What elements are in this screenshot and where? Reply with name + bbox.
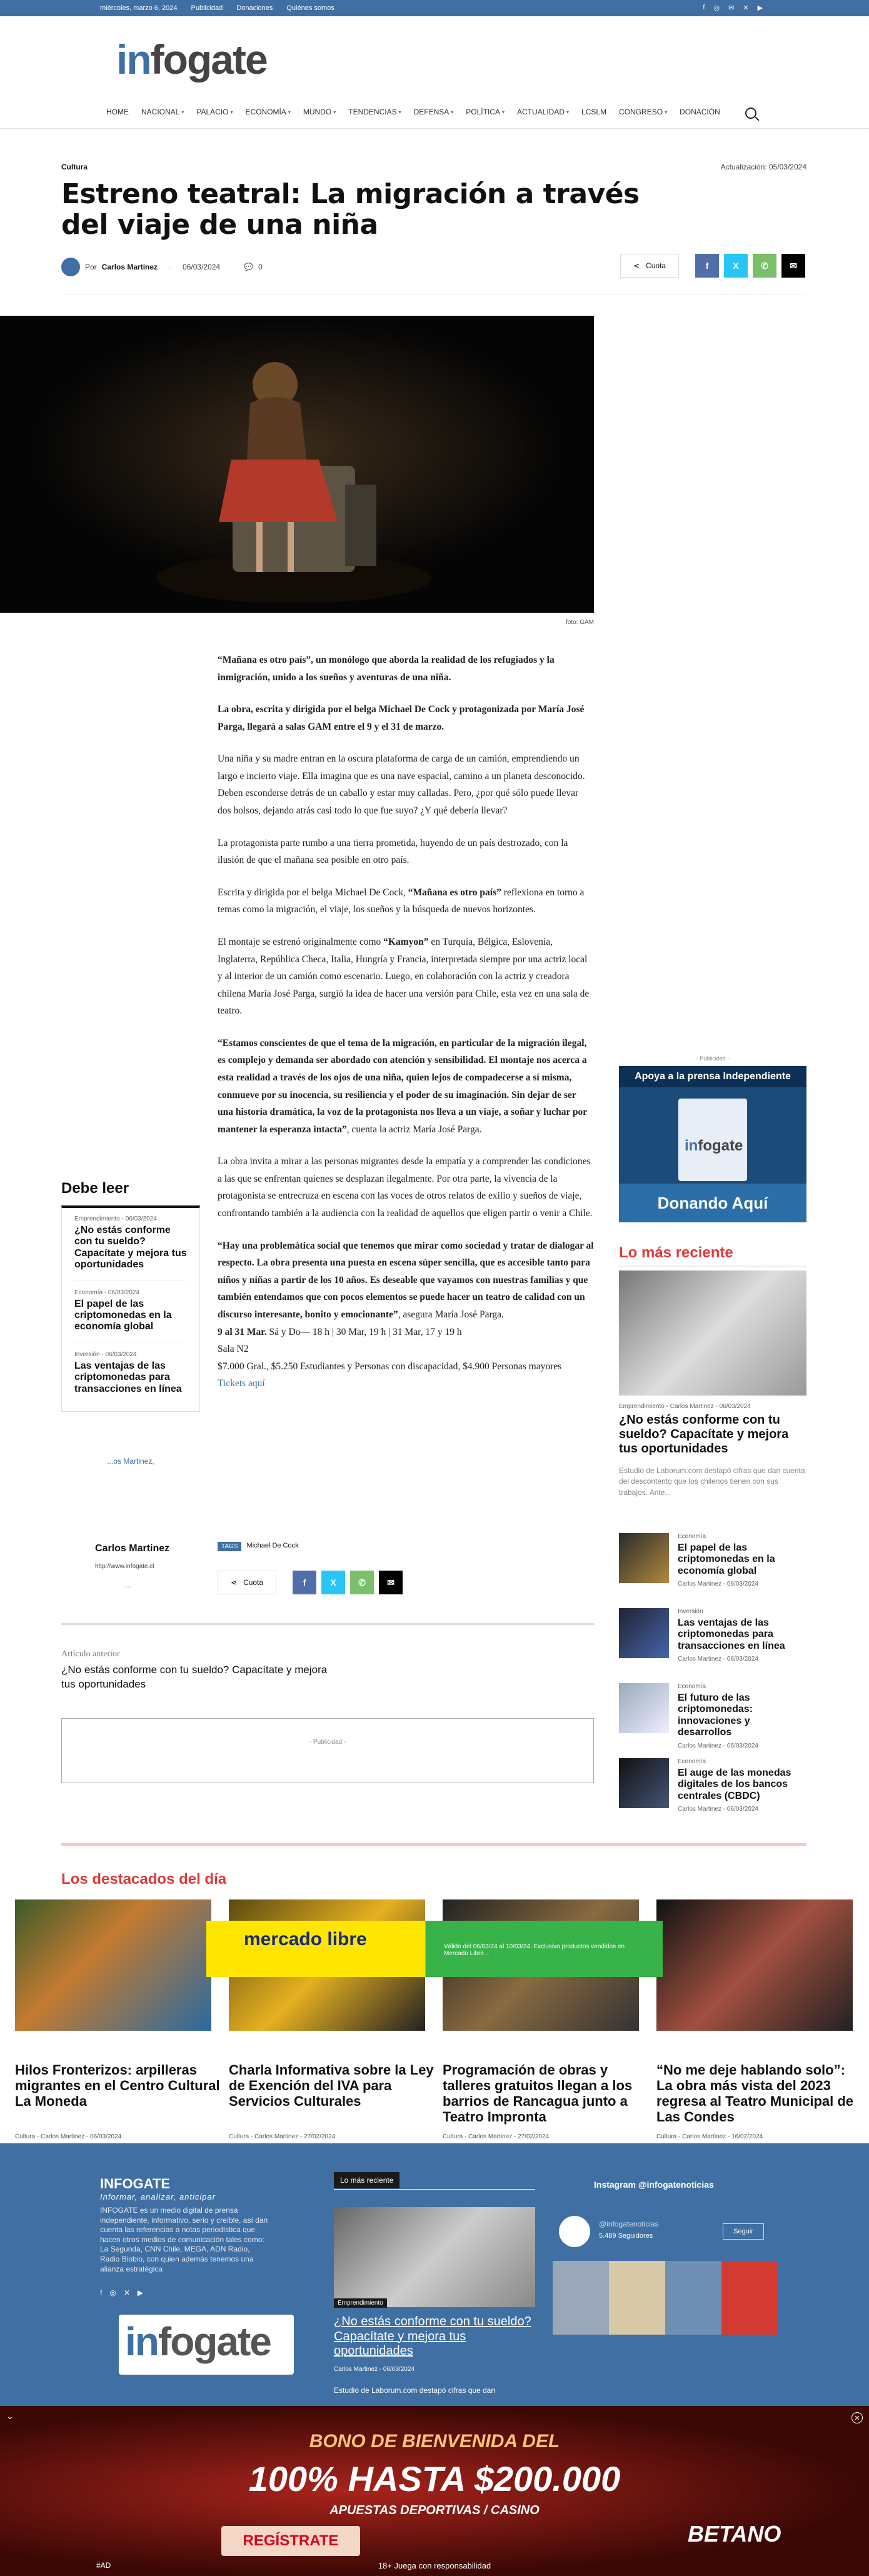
article-title: Estreno teatral: La migración a través del viaje de una niña [61, 178, 640, 241]
tickets-link[interactable]: Tickets aquí [218, 1378, 265, 1389]
debe-leer-title: Debe leer [61, 1180, 129, 1197]
lmr-main-image[interactable] [619, 1270, 806, 1396]
instagram-profile [553, 2210, 778, 2247]
featured-card-headline[interactable]: Hilos Fronterizos: arpilleras migrantes en el Centro Cultural La Moneda [15, 2062, 220, 2110]
facebook-icon[interactable]: f [100, 2288, 103, 2297]
instagram-icon[interactable]: ◎ [109, 2288, 116, 2297]
author-name[interactable]: Carlos Martinez [101, 263, 158, 271]
sidebar-ad-label: - Publicidad - [696, 1055, 730, 1062]
debe-leer-item[interactable]: Emprendimiento - 06/03/2024 ¿No estás conforme con tu sueldo? Capacítate y mejora tus oportunidades [74, 1215, 187, 1270]
paragraph-2: La obra, escrita y dirigida por el belga Michael De Cock y protagonizada por María José Parga, llegará a salas GAM entre el 9 y el 31 de marzo. [218, 704, 585, 732]
footer-tagline: Informar, analizar, anticipar [100, 2192, 216, 2201]
show-prices: $7.000 Gral., $5.250 Estudiantes y Personas con discapacidad, $4.900 Personas mayores [218, 1361, 562, 1372]
post-divider [61, 1623, 594, 1625]
lmr-item[interactable]: Inversión Las ventajas de las criptomonedas para transacciones en línea Carlos Martinez - 06/03/2024 [619, 1608, 806, 1664]
share-x-button[interactable]: X [321, 1571, 345, 1594]
nav-item-palacio[interactable]: PALACIO ▾ [196, 108, 233, 116]
featured-card-image[interactable] [15, 1899, 211, 2053]
updated-date: Actualización: 05/03/2024 [720, 163, 806, 171]
share-whatsapp-button[interactable]: ✆ [753, 254, 776, 278]
chevron-down-icon: ▾ [333, 109, 336, 115]
search-icon[interactable] [745, 108, 756, 119]
footer-description: INFOGATE es un medio digital de prensa independiente, informativo, serio y creíble, así dan cuenta las referencias a notas periodística que hacen otros medios de comunicación tales como: La Segunda, CNN Chile, MEGA, ADN Radio, Radio Biobio, con quien además tenemos una alianza estratégica [100, 2206, 268, 2273]
main-nav [106, 108, 720, 116]
instagram-follow-button[interactable]: Seguir [723, 2223, 764, 2240]
paragraph-5: Escrita y dirigida por el belga Michael De Cock, “Mañana es otro país” reflexiona en torno a temas como la migración, el viaje, los sueños y la búsqueda de nuevos horizontes. [218, 887, 585, 915]
instagram-post[interactable] [665, 2261, 721, 2335]
share-facebook-button[interactable]: f [293, 1571, 316, 1594]
featured-card-meta: Cultura - Carlos Martinez - 16/02/2024 [656, 2133, 763, 2140]
author-more: ... [125, 1581, 132, 1589]
article-body [218, 652, 594, 1392]
featured-card-image[interactable] [656, 1899, 853, 2053]
nav-item-home[interactable]: HOME [106, 108, 129, 116]
nav-item-actualidad[interactable]: ACTUALIDAD ▾ [517, 108, 570, 116]
x-icon[interactable]: ✕ [123, 2288, 130, 2297]
chevron-down-icon: ▾ [451, 109, 454, 115]
share-bar-top [620, 254, 805, 278]
lead-paragraph: “Mañana es otro país”, un monólogo que aborda la realidad de los refugiados y la inmigración, unido a los sueños y aventuras de una niña. [218, 655, 555, 683]
topbar-link-publicidad[interactable]: Publicidad [191, 4, 223, 12]
share-email-button[interactable]: ✉ [781, 254, 805, 278]
legal-text: 18+ Juega con responsabilidad [378, 2561, 491, 2570]
share-icon: ⋖ [633, 261, 640, 270]
lmr-main-meta: Emprendimiento - Carlos Martinez - 06/03/2024 [619, 1403, 751, 1410]
paragraph-6: El montaje se estrenó originalmente como “Kamyon” en Turquía, Bélgica, Eslovenia, Inglaterra, República Checa, Italia, Hungría y Francia, interpretada siempre por una actriz local y al interior de un camión como escenario. Luego, en colaboración con la actriz y creadora chilena María José Parga, surgió la idea de hacer una versión para Chile, esta vez en una sala de teatro. [218, 936, 590, 1017]
nav-item-tendencias[interactable]: TENDENCIAS ▾ [348, 108, 401, 116]
tags-label: TAGS [218, 1542, 241, 1551]
footer-lmr-image[interactable] [334, 2207, 535, 2307]
debe-leer-box [61, 1205, 200, 1412]
instagram-title: Instagram @infogatenoticias [594, 2180, 714, 2190]
debe-leer-item[interactable]: Inversión - 06/03/2024 Las ventajas de las criptomonedas para transacciones en línea [74, 1351, 182, 1394]
lmr-main-headline[interactable]: ¿No estás conforme con tu sueldo? Capacítate y mejora tus oportunidades [619, 1413, 789, 1456]
instagram-handle[interactable]: @infogatenoticias [599, 2220, 659, 2228]
nav-item-defensa[interactable]: DEFENSA ▾ [413, 108, 454, 116]
comment-count[interactable]: 0 [258, 263, 263, 271]
comment-icon[interactable]: 💬 [244, 263, 254, 271]
lmr-item[interactable]: Economía El papel de las criptomonedas en la economía global Carlos Martinez - 06/03/2024 [619, 1533, 806, 1589]
share-x-button[interactable]: X [724, 254, 748, 278]
share-button[interactable]: ⋖ Cuota [620, 254, 679, 278]
show-room: Sala N2 [218, 1344, 249, 1355]
nav-item-nacional[interactable]: NACIONAL ▾ [141, 108, 184, 116]
instagram-followers: 5.489 Seguidores [599, 2232, 653, 2240]
footer-lmr-divider [334, 2189, 535, 2190]
share-button-bottom[interactable]: ⋖ Cuota [218, 1571, 276, 1594]
share-icon: ⋖ [231, 1578, 238, 1587]
article-category[interactable]: Cultura [61, 163, 88, 171]
inline-ad[interactable]: - Publicidad - [61, 1718, 594, 1783]
nav-item-congreso[interactable]: CONGRESO ▾ [619, 108, 668, 116]
author-box-name[interactable]: Carlos Martinez [95, 1543, 170, 1554]
youtube-icon[interactable]: ▶ [757, 4, 763, 12]
debe-leer-more[interactable]: ...os Martinez, [107, 1457, 154, 1466]
current-date: miércoles, marzo 6, 2024 [100, 4, 178, 12]
tag-link[interactable]: Michael De Cock [246, 1542, 299, 1549]
mercadolibre-ad[interactable]: mercado libre Válido del 06/03/24 al 10/03/24. Exclusivo productos vendidos en Mercado Libre... [206, 1921, 663, 1977]
share-whatsapp-button[interactable]: ✆ [350, 1571, 374, 1594]
paragraph-7: “Estamos conscientes de que el tema de la migración, en particular de la migración ilegal, es complejo y demanda ser abordado con atención y sensibilidad. El montaje nos acerca a esta realidad a través de los ojos de una niña, quien lejos de compadecerse a sí misma, conmueve por su inocencia, su resiliencia y el poder de su imaginación. Sin dejar de ser una historia dramática, la voz de la protagonista nos lleva a un viaje, a soñar y luchar por mantener la esperanza intacta”, cuenta la actriz María José Parga. [218, 1037, 587, 1135]
featured-card-meta: Cultura - Carlos Martinez - 06/03/2024 [15, 2133, 122, 2140]
paragraph-8: La obra invita a mirar a las personas migrantes desde la empatía y a comprender las condiciones a las que se enfrentan quienes se desplazan ilegalmente. Por otra parte, la vivencia de la protagonista se entrecruza en escena con las voces de otros relatos de exilio y sueños de viaje, confrontando también a la audiencia con la realidad de aquellos que eligen partir o venir a Chile. [218, 1156, 593, 1219]
footer-lmr-label: Lo más reciente [334, 2172, 399, 2188]
hero-image [0, 316, 594, 613]
donation-ad[interactable]: Apoya a la prensa Independiente infogate Donando Aquí [619, 1066, 806, 1222]
previous-article-label: Artículo anterior [61, 1649, 120, 1659]
chevron-down-icon: ▾ [566, 109, 570, 115]
footer-logo[interactable]: infogate [119, 2315, 294, 2375]
previous-article-link[interactable]: ¿No estás conforme con tu sueldo? Capacítate y mejora tus oportunidades [61, 1664, 328, 1690]
chevron-down-icon: ▾ [501, 109, 505, 115]
section-divider [61, 1843, 806, 1846]
featured-card-meta: Cultura - Carlos Martinez - 27/02/2024 [229, 2133, 336, 2140]
instagram-grid [553, 2261, 778, 2335]
nav-item-donación[interactable]: DONACIÓN [680, 108, 720, 116]
featured-card-headline[interactable]: Charla Informativa sobre la Ley de Exención del IVA para Servicios Culturales [229, 2062, 434, 2110]
lmr-main-excerpt: Estudio de Laborum.com destapó cifras que dan cuenta del descontento que los chilenos tienen con sus trabajos. Ante... [619, 1466, 805, 1497]
show-dates: 9 al 31 Mar. Sá y Do— 18 h | 30 Mar, 19 h | 31 Mar, 17 y 19 h [218, 1326, 462, 1337]
chevron-down-icon: ▾ [181, 109, 184, 115]
nav-item-lcslm[interactable]: LCSLM [581, 108, 607, 116]
youtube-icon[interactable]: ▶ [137, 2288, 144, 2297]
paragraph-3: Una niña y su madre entran en la oscura plataforma de carga de un camión, emprendiendo un largo e incierto viaje. Ella imagina que es una nave espacial, camino a un planeta desconocido. Deben esconderse detrás de un caballo y estar muy calladas. Pero, ¿por qué sólo puede llevar dos bolsos, dejando atrás casi todo lo que fue suyo? ¿Y qué debería llevar? [218, 753, 585, 817]
featured-card-meta: Cultura - Carlos Martinez - 27/02/2024 [443, 2133, 550, 2140]
site-logo[interactable]: infogate [116, 36, 267, 83]
betano-ad[interactable]: ⌄ ✕ BONO DE BIENVENIDA DEL 100% HASTA $200.000 APUESTAS DEPORTIVAS / CASINO REGÍSTRATE BETANO 18+ Juega con responsabilidad #AD [0, 2406, 869, 2576]
paragraph-9: “Hay una problemática social que tenemos que mirar como sociedad y tratar de dialogar al respecto. La obra presenta una puesta en escena súper sencilla, que es accesible tanto para niños y niñas a partir de los 10 años. Es deseable que vayamos con nuestras familias y que también entendamos que con pocos elementos se puede hacer un teatro de calidad con un discurso interesante, bonito y emocionante”, asegura María José Parga. [218, 1240, 594, 1320]
nav-item-mundo[interactable]: MUNDO ▾ [303, 108, 336, 116]
footer-lmr-headline[interactable]: ¿No estás conforme con tu sueldo? Capacítate y mejora tus oportunidades [334, 2315, 531, 2358]
lmr-item[interactable]: Economía El futuro de las criptomonedas: innovaciones y desarrollos Carlos Martinez - 06/03/2024 [619, 1683, 806, 1739]
footer-social [100, 2288, 143, 2297]
nav-item-política[interactable]: POLÍTICA ▾ [466, 108, 505, 116]
instagram-post[interactable] [721, 2261, 778, 2335]
lmr-divider [619, 1265, 806, 1267]
header-divider [0, 128, 869, 129]
instagram-post[interactable] [609, 2261, 665, 2335]
chevron-down-icon: ▾ [230, 109, 233, 115]
share-email-button[interactable]: ✉ [379, 1571, 403, 1594]
share-facebook-button[interactable]: f [695, 254, 719, 278]
chevron-down-icon[interactable]: ⌄ [6, 2411, 14, 2421]
featured-card-headline[interactable]: Programación de obras y talleres gratuitos llegan a los barrios de Rancagua junto a Teatro Impronta [443, 2062, 633, 2125]
featured-card-headline[interactable]: “No me deje hablando solo”: La obra más vista del 2023 regresa al Teatro Municipal de Las Condes [656, 2062, 854, 2125]
tags [218, 1542, 299, 1551]
register-button[interactable]: REGÍSTRATE [221, 2526, 360, 2556]
close-icon[interactable]: ✕ [851, 2412, 863, 2423]
publish-date: 06/03/2024 [183, 263, 221, 271]
ad-tag: #AD [96, 2561, 111, 2570]
nav-item-economía[interactable]: ECONOMÍA ▾ [245, 108, 291, 116]
destacados-title: Los destacados del día [61, 1871, 227, 1888]
author-avatar[interactable] [61, 258, 80, 276]
hero-photo-illustration [0, 316, 594, 613]
betano-logo: BETANO [688, 2521, 781, 2547]
chevron-down-icon: ▾ [398, 109, 401, 115]
instagram-post[interactable] [553, 2261, 609, 2335]
author-url[interactable]: http://www.infogate.cl [95, 1563, 154, 1570]
chevron-down-icon: ▾ [288, 109, 291, 115]
photo-credit: foto: GAM [565, 619, 594, 626]
instagram-icon[interactable]: ◎ [713, 4, 720, 12]
facebook-icon[interactable]: f [703, 4, 705, 11]
footer-lmr-excerpt: Estudio de Laborum.com destapó cifras que dan [334, 2386, 496, 2395]
messenger-icon[interactable]: ✉ [728, 4, 735, 12]
by-label: Por [85, 263, 97, 271]
top-bar [0, 0, 869, 16]
share-bar-bottom [218, 1571, 403, 1594]
footer-lmr-meta: Carlos Martinez - 06/03/2024 [334, 2366, 414, 2373]
article-meta: Por Carlos Martinez - 06/03/2024 💬 0 [61, 258, 263, 276]
debe-leer-item[interactable]: Economía - 06/03/2024 El papel de las criptomonedas en la economía global [74, 1289, 172, 1332]
footer-brand: INFOGATE [100, 2176, 171, 2191]
x-icon[interactable]: ✕ [743, 4, 749, 12]
footer-lmr-category[interactable]: Emprendimiento [334, 2298, 387, 2308]
chevron-down-icon: ▾ [665, 109, 668, 115]
lmr-item[interactable]: Economía El auge de las monedas digitales de los bancos centrales (CBDC) Carlos Martinez - 06/03/2024 [619, 1758, 806, 1814]
topbar-link-quienes-somos[interactable]: Quiénes somos [286, 4, 334, 12]
topbar-link-donaciones[interactable]: Donaciones [236, 4, 273, 12]
instagram-avatar[interactable] [559, 2216, 590, 2247]
lo-mas-reciente-title: Lo más reciente [619, 1244, 733, 1261]
paragraph-4: La protagonista parte rumbo a una tierra prometida, huyendo de un país destrozado, con la ilusión de que el mañana sea posible en otro país. [218, 837, 568, 866]
